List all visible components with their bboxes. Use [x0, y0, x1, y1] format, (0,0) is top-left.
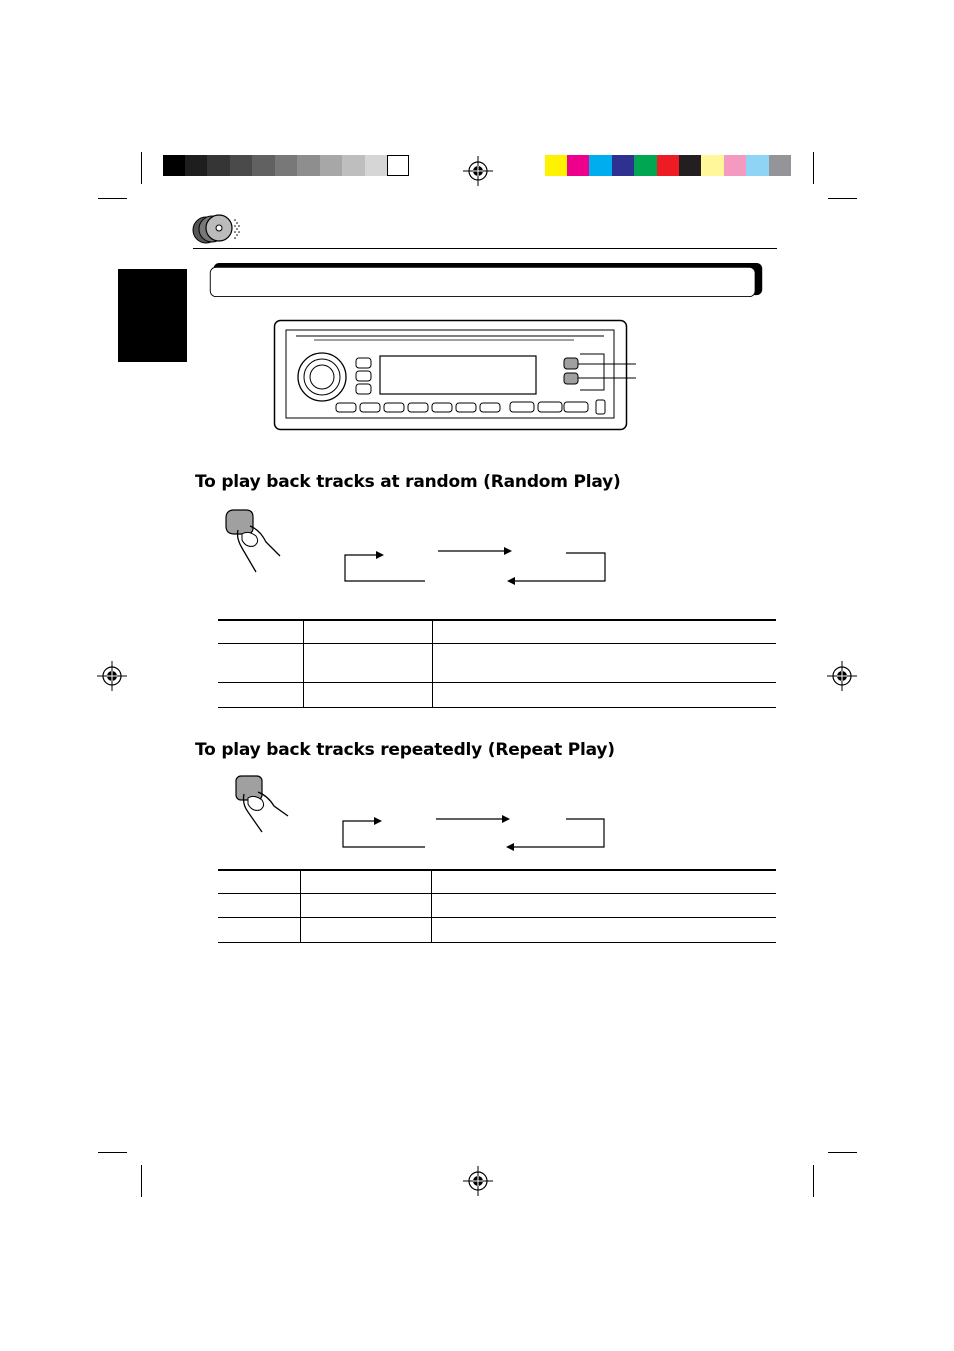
table-bottom-rule	[218, 707, 776, 708]
crop-mark	[813, 1165, 814, 1197]
color-swatch	[746, 155, 769, 176]
registration-mark-icon	[463, 1166, 493, 1196]
color-swatch	[701, 155, 724, 176]
language-side-tab	[118, 269, 187, 362]
color-swatch	[634, 155, 657, 176]
table-row-rule	[218, 682, 776, 683]
gray-swatch	[342, 155, 365, 176]
gray-swatch	[297, 155, 320, 176]
repeat-mode-cycle-diagram	[338, 813, 610, 853]
table-row-rule	[218, 643, 776, 644]
gray-swatch	[252, 155, 275, 176]
table-row-rule	[218, 917, 776, 918]
gray-swatch	[230, 155, 252, 176]
finger-press-icon	[232, 774, 292, 836]
table-column-rule	[300, 870, 301, 943]
color-swatch	[545, 155, 567, 176]
gray-swatch	[387, 155, 409, 176]
table-column-rule	[432, 620, 433, 708]
random-mode-cycle-diagram	[340, 545, 610, 585]
crop-mark	[98, 1152, 127, 1153]
gray-swatch	[320, 155, 342, 176]
table-row-rule	[218, 893, 776, 894]
color-swatch	[769, 155, 791, 176]
color-swatch	[567, 155, 589, 176]
header-rule	[193, 248, 777, 249]
registration-mark-icon	[827, 661, 857, 691]
crop-mark	[141, 152, 142, 184]
control-panel-illustration	[274, 320, 640, 432]
heading-random-play: To play back tracks at random (Random Play)	[195, 472, 621, 492]
heading-repeat-play: To play back tracks repeatedly (Repeat Play)	[195, 740, 615, 760]
gray-swatch	[365, 155, 387, 176]
crop-mark	[98, 198, 127, 199]
color-swatch	[589, 155, 612, 176]
registration-mark-icon	[463, 156, 493, 186]
registration-mark-icon	[97, 661, 127, 691]
gray-swatch	[163, 155, 185, 176]
gray-swatch	[275, 155, 297, 176]
color-swatch	[724, 155, 746, 176]
color-swatch	[679, 155, 701, 176]
crop-mark	[813, 152, 814, 184]
crop-mark	[141, 1165, 142, 1197]
table-top-rule	[218, 869, 776, 871]
color-swatch	[657, 155, 679, 176]
gray-swatch	[207, 155, 230, 176]
cd-disc-icon	[192, 212, 248, 246]
table-top-rule	[218, 619, 776, 621]
finger-press-icon	[220, 508, 282, 576]
table-column-rule	[303, 620, 304, 708]
crop-mark	[828, 198, 857, 199]
table-column-rule	[431, 870, 432, 943]
table-bottom-rule	[218, 942, 776, 943]
gray-swatch	[185, 155, 207, 176]
section-title-banner	[195, 263, 777, 298]
color-swatch	[612, 155, 634, 176]
crop-mark	[828, 1152, 857, 1153]
